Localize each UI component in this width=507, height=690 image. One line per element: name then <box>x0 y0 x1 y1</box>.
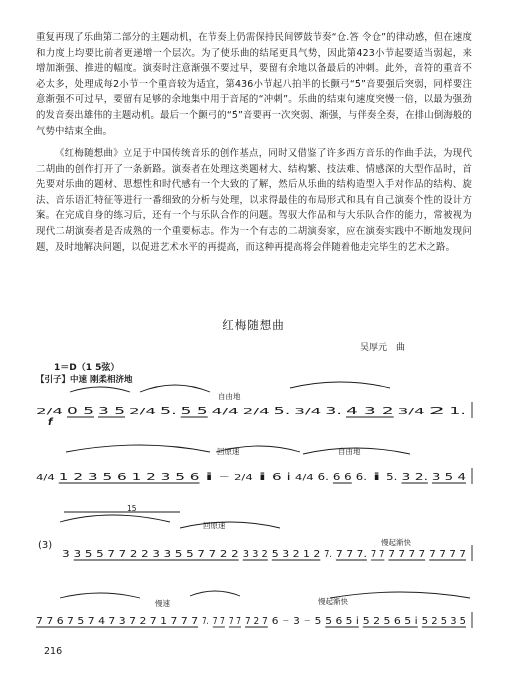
direction-accel-1: 慢起渐快 <box>381 538 411 547</box>
note-group: － <box>303 616 311 627</box>
note-group: 3 3 2 <box>242 549 268 560</box>
note-group: 2 <box>428 406 446 417</box>
note-group: 5. <box>160 406 177 417</box>
direction-free-2: 自由地 <box>338 447 361 456</box>
note-group: 3 5 4 <box>431 472 466 483</box>
note-group: 5 2 5 6 5 i <box>362 616 418 627</box>
note-group: － <box>218 472 230 483</box>
time-signature: 3/4 <box>397 407 426 416</box>
note-group: i <box>256 472 268 483</box>
note-group: 7 7 6 7 5 7 4 7 3 7 2 7 1 7 7 7 <box>36 616 199 627</box>
dynamic-marking: f <box>48 417 53 428</box>
note-group: 5 6 5 i <box>325 616 359 627</box>
note-group: 6. <box>317 472 329 483</box>
note-group: － <box>282 616 290 627</box>
octave-marking: 15 <box>127 504 137 513</box>
note-group: 5. <box>273 406 291 417</box>
note-group: i <box>203 472 215 483</box>
note-group: 5 3 2 1 2 <box>271 549 321 560</box>
note-group: 5 2 5 3 5 <box>421 616 466 627</box>
direction-free-1: 自由地 <box>218 392 241 401</box>
key-signature: 1＝D（1 5弦） <box>54 363 120 373</box>
time-signature: 2/4 <box>129 407 157 416</box>
paragraph-1: 重复再现了乐曲第二部分的主题动机，在节奏上仍需保持民间锣鼓节奏“仓.答 令仓”的律动感，但在速度和力度上均要比前者更递增一个层次。为了使乐曲的结尾更具气势，因此第423小节起要适当弱起，来增加渐强、推进的幅度。演奏时注意渐强不要过早，要留有余地以备最后的冲刺。此外，音符的重音不必太多，处理成每2小节一个重音较为适宜，第436小节起八拍半的长颤弓“5̇”音要强后突弱，同样要注意渐强不可过早，要留有足够的余地集中用于音尾的“冲刺”。乐曲的结束句速度突慢一倍，以最为强劲的发音奏出雄伟的主题动机。最后一个颤弓的“5̇”音要再一次突弱、渐强，与伴奏全奏，在排山倒海般的气势中结束全曲。 <box>36 32 472 137</box>
note-group: 1 2 3 5 6 1 2 3 5 6 <box>58 472 200 483</box>
note-group: 7. <box>324 549 332 560</box>
direction-accel-2: 慢起渐快 <box>318 597 348 606</box>
note-group: 6 <box>271 616 279 627</box>
time-signature: 3/4 <box>294 407 322 416</box>
note-group: 3 5 5 7 7 2 2 3 3 5 5 7 7 2 2 <box>73 549 239 560</box>
note-group: 7. <box>202 616 209 627</box>
direction-slow: 慢速 <box>155 599 170 608</box>
note-group: 4 3 2 <box>346 406 394 417</box>
composer-credit: 吴厚元 曲 <box>360 343 406 353</box>
note-group: 7 7 7 7 <box>429 549 466 560</box>
note-group: 5 <box>314 616 322 627</box>
note-group: 3 <box>62 549 70 560</box>
direction-back-tempo-2: 回原速 <box>203 521 226 530</box>
score-system-4 <box>36 612 472 628</box>
note-group: 3 <box>293 616 300 627</box>
system-3-label: (3) <box>38 540 53 551</box>
note-group: 3. <box>325 406 342 417</box>
score-system-3 <box>62 545 472 561</box>
page-number: 216 <box>44 646 63 657</box>
time-signature: 2/4 <box>234 473 254 482</box>
note-group: 7 2 7 <box>245 616 268 627</box>
time-signature: 4/4 <box>294 473 315 482</box>
note-group: 6. <box>355 472 367 483</box>
note-group: 5. <box>386 472 398 483</box>
time-signature: 4/4 <box>36 473 56 482</box>
note-group: 1. <box>449 406 466 417</box>
note-group: 5 5 <box>180 406 208 417</box>
note-group: 6 i <box>272 472 291 483</box>
time-signature: 2/4 <box>36 407 64 416</box>
note-group: 0 5 <box>67 406 94 417</box>
note-group: 3 2. <box>401 472 428 483</box>
note-group: i <box>371 472 383 483</box>
note-group: 6 6 <box>332 472 352 483</box>
score-system-2 <box>36 468 472 484</box>
score-title: 红梅随想曲 <box>222 318 285 332</box>
note-group: 7 7 7. <box>335 549 367 560</box>
time-signature: 4/4 <box>211 407 240 416</box>
note-group: 7 7 7 7 <box>388 549 426 560</box>
intro-marking: 【引子】中速 刚柔相济地 <box>36 375 133 385</box>
direction-back-tempo-1: 回原速 <box>217 447 240 456</box>
paragraph-2: 《红梅随想曲》立足于中国传统音乐的创作基点，同时又借鉴了许多西方音乐的作曲手法，为现代二胡曲的创作打开了一条新路。演奏者在处理这类题材大、结构繁、技法难、情感深的大型作品时，首先要对乐曲的题材、思想性和时代感有一个大致的了解，然后从乐曲的结构造型入手对作品的结构、旋法、音乐语汇特征等进行一番细致的分析与处理，以求得最佳的布局形式和具有自己演奏个性的设计方案。在完成自身的练习后，还有一个与乐队合作的问题。驾驭大作品和与大乐队合作的能力，常被视为现代二胡演奏者是否成熟的一个重要标志。作为一个有志的二胡演奏家，应在演奏实践中不断地发现问题，及时地解决问题，以促进艺术水平的再提高，而这种再提高将会伴随着他走完毕生的艺术之路。 <box>36 148 472 253</box>
note-group: 7 7 <box>212 616 225 627</box>
note-group: 7 7 <box>370 549 385 560</box>
score-system-1 <box>36 402 472 418</box>
note-group: 3 5 <box>98 406 125 417</box>
time-signature: 2/4 <box>242 407 271 416</box>
note-group: 7 7 <box>228 616 241 627</box>
